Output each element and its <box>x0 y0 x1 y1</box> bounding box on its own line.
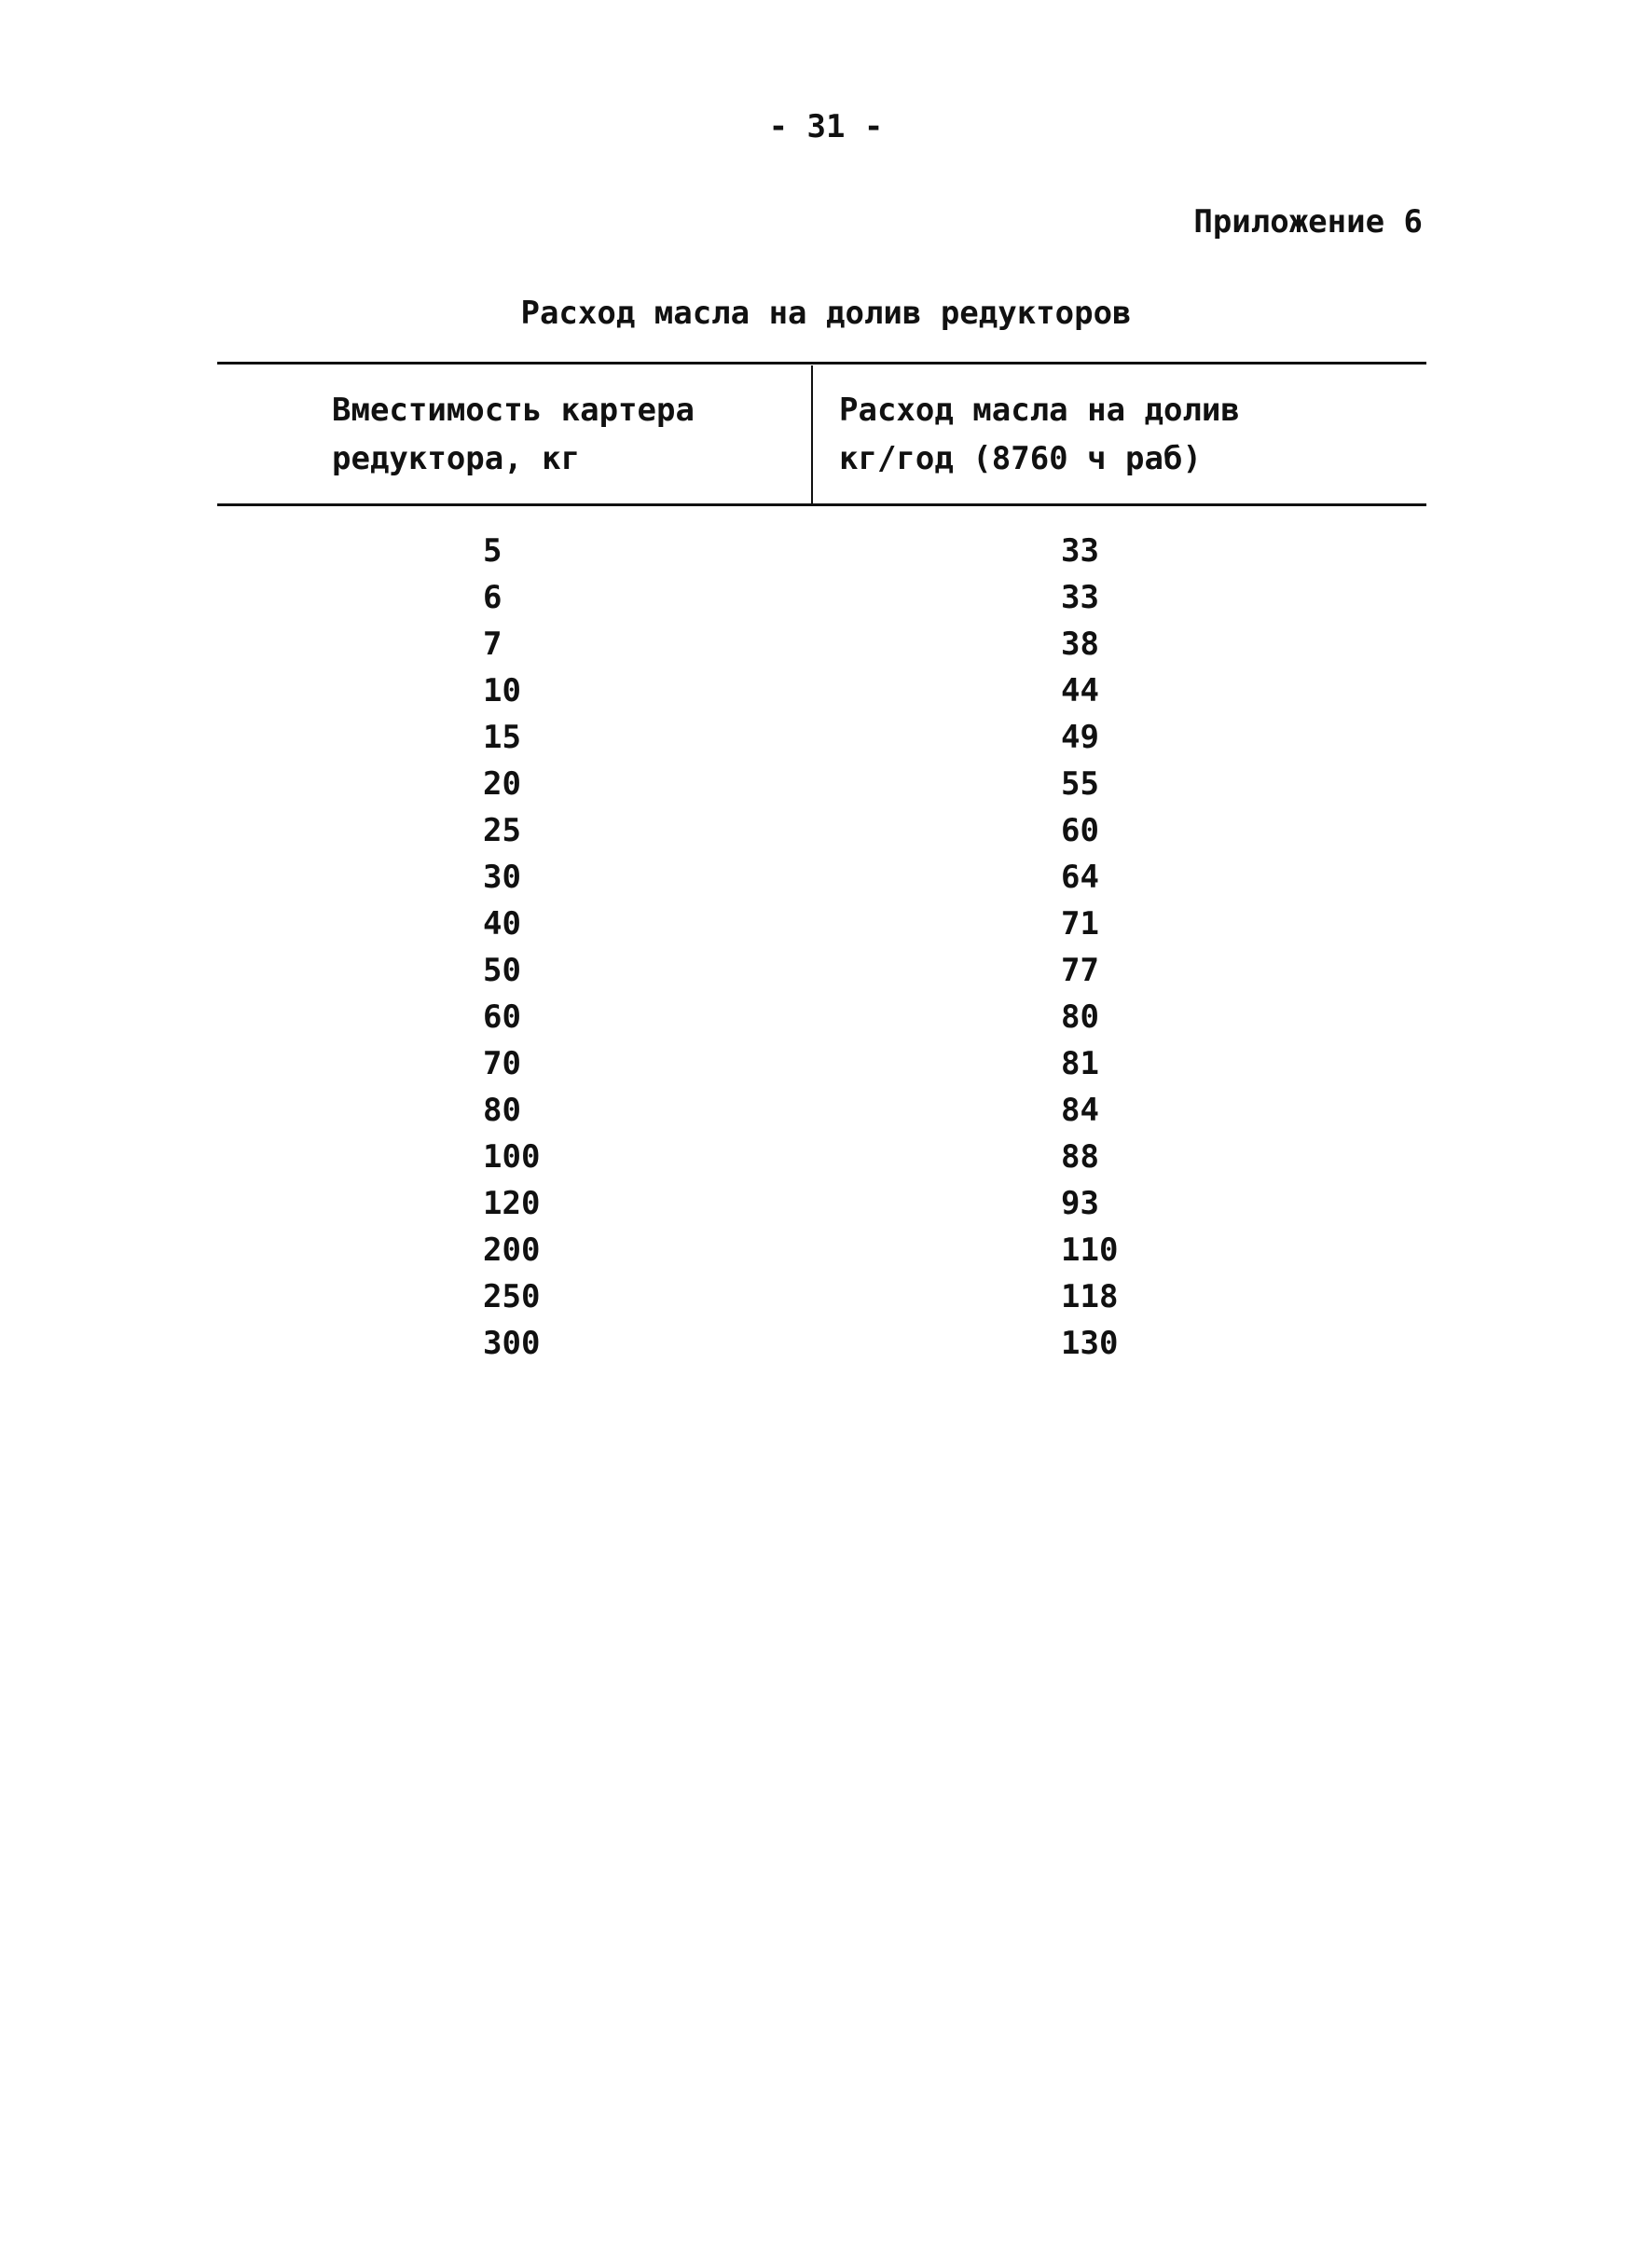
capacity-cell: 200 <box>483 1232 541 1269</box>
capacity-cell: 50 <box>483 952 521 989</box>
consumption-cell: 60 <box>1061 812 1099 849</box>
table-top-rule <box>217 362 1426 365</box>
consumption-cell: 84 <box>1061 1092 1099 1129</box>
header-oil-line1: Расход масла на долив <box>839 392 1240 429</box>
header-capacity-line2: редуктора, кг <box>332 440 581 477</box>
header-capacity-line1: Вместимость картера <box>332 392 695 429</box>
consumption-cell: 130 <box>1061 1325 1119 1362</box>
capacity-cell: 300 <box>483 1325 541 1362</box>
header-oil-consumption <box>839 386 1240 483</box>
table-row <box>0 1273 1652 1320</box>
consumption-cell: 44 <box>1061 672 1099 709</box>
table-row <box>0 714 1652 761</box>
capacity-cell: 10 <box>483 672 521 709</box>
capacity-cell: 5 <box>483 532 502 570</box>
table-row <box>0 621 1652 667</box>
table-row <box>0 761 1652 807</box>
table-row <box>0 574 1652 621</box>
consumption-cell: 110 <box>1061 1232 1119 1269</box>
capacity-cell: 80 <box>483 1092 521 1129</box>
table-row <box>0 901 1652 947</box>
capacity-cell: 70 <box>483 1045 521 1082</box>
capacity-cell: 7 <box>483 626 502 663</box>
table-row <box>0 994 1652 1040</box>
table-row <box>0 667 1652 714</box>
table-header-rule <box>217 503 1426 506</box>
page-number: - 31 - <box>768 108 884 145</box>
header-column-separator <box>811 365 813 503</box>
table-row <box>0 947 1652 994</box>
capacity-cell: 6 <box>483 579 502 616</box>
capacity-cell: 30 <box>483 859 521 896</box>
table-row <box>0 1134 1652 1180</box>
capacity-cell: 100 <box>483 1138 541 1176</box>
table-row <box>0 1180 1652 1227</box>
consumption-cell: 71 <box>1061 905 1099 943</box>
header-oil-line2: кг/год (8760 ч раб) <box>839 440 1202 477</box>
consumption-cell: 64 <box>1061 859 1099 896</box>
appendix-label: Приложение 6 <box>1193 203 1423 241</box>
consumption-cell: 88 <box>1061 1138 1099 1176</box>
table-row <box>0 1087 1652 1134</box>
consumption-cell: 33 <box>1061 532 1099 570</box>
capacity-cell: 20 <box>483 765 521 803</box>
consumption-cell: 49 <box>1061 719 1099 756</box>
consumption-cell: 77 <box>1061 952 1099 989</box>
table-row <box>0 528 1652 574</box>
capacity-cell: 250 <box>483 1278 541 1315</box>
table-row <box>0 1227 1652 1273</box>
capacity-cell: 120 <box>483 1185 541 1222</box>
consumption-cell: 81 <box>1061 1045 1099 1082</box>
consumption-cell: 33 <box>1061 579 1099 616</box>
consumption-cell: 38 <box>1061 626 1099 663</box>
capacity-cell: 15 <box>483 719 521 756</box>
capacity-cell: 60 <box>483 998 521 1036</box>
consumption-cell: 118 <box>1061 1278 1119 1315</box>
table-row <box>0 1320 1652 1367</box>
table-row <box>0 854 1652 901</box>
table-title: Расход масла на долив редукторов <box>520 295 1132 332</box>
table-body <box>0 528 1652 1367</box>
table-row <box>0 1040 1652 1087</box>
capacity-cell: 25 <box>483 812 521 849</box>
consumption-cell: 55 <box>1061 765 1099 803</box>
consumption-cell: 80 <box>1061 998 1099 1036</box>
consumption-cell: 93 <box>1061 1185 1099 1222</box>
header-capacity <box>332 386 695 483</box>
table-row <box>0 807 1652 854</box>
capacity-cell: 40 <box>483 905 521 943</box>
